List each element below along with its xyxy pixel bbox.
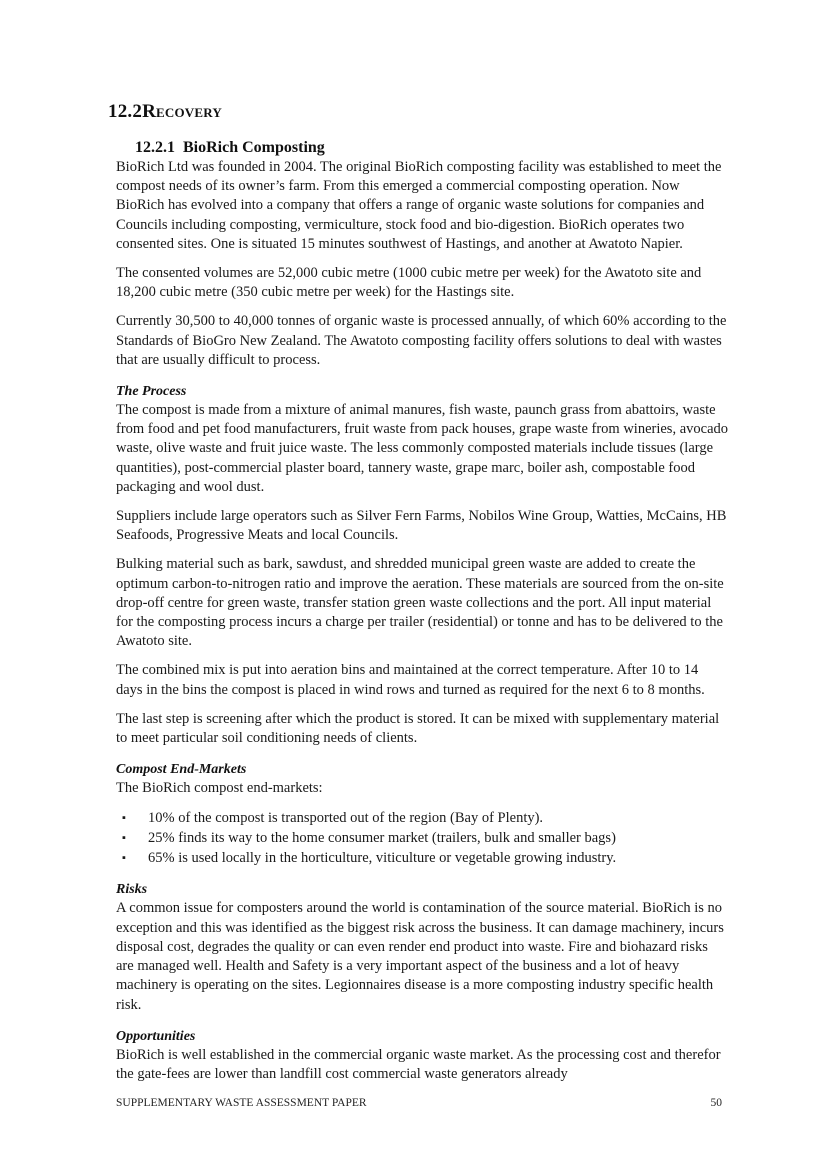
- list-item-text: 25% finds its way to the home consumer market (trailers, bulk and smaller bags): [148, 830, 616, 847]
- markets-list: [116, 808, 728, 868]
- process-paragraph-1: The compost is made from a mixture of animal manures, fish waste, paunch grass from abattoirs, waste from food and pet food manufacturers, fruit waste from pack houses, grape waste from wineries, avocado waste, olive waste and fruit juice waste. The less commonly composted materials include tissues (large quantities), post-commercial plaster board, tannery waste, grape marc, boiler ash, compostable food packaging and wool dust.: [116, 402, 729, 495]
- footer-title: SUPPLEMENTARY WASTE ASSESSMENT PAPER: [116, 1097, 367, 1109]
- body-column: [116, 138, 728, 1094]
- page-number: 50: [710, 1097, 722, 1109]
- section-heading: [108, 101, 222, 123]
- page-footer: [116, 1097, 722, 1109]
- process-paragraph-4: The combined mix is put into aeration bins and maintained at the correct temperature. After 10 to 14 days in the bins the compost is placed in wind rows and turned as required for the next 6 to 8 months.: [116, 662, 705, 698]
- subsection-number: 12.2.1: [135, 139, 175, 156]
- process-paragraph-5: The last step is screening after which the product is stored. It can be mixed with supplementary material to meet particular soil conditioning needs of clients.: [116, 710, 720, 747]
- subsection-title: BioRich Composting: [183, 139, 325, 156]
- opportunities-paragraph: BioRich is well established in the commercial organic waste market. As the processing cost and therefor the gate-fees are lower than landfill cost commercial waste generators already: [116, 1046, 721, 1082]
- section-number: 12.2: [108, 101, 143, 122]
- risks-paragraph: A common issue for composters around the world is contamination of the source material. BioRich is no exception and this was identified as the biggest risk across the business. It can damage machinery, incurs disposal cost, degrades the quality or can even render end product into waste. Fire and biohazard risks are managed well. Health and Safety is a very important aspect of the business and a lot of heavy machinery is operating on the sites. Legionnaires disease is a more composting industry specific health risk.: [116, 900, 724, 1013]
- intro-paragraph: BioRich Ltd was founded in 2004. The original BioRich composting facility was established to meet the compost needs of its owner’s farm. From this emerged a commercial composting operation. Now BioRich has evolved into a company that offers a range of organic waste solutions for companies and Councils including composting, vermiculture, stock food and bio-digestion. BioRich operates two consented sites. One is situated 15 minutes southwest of Hastings, and another at Awatoto Napier.: [116, 159, 722, 252]
- list-item-text: 10% of the compost is transported out of the region (Bay of Plenty).: [148, 810, 544, 827]
- process-paragraph-3: Bulking material such as bark, sawdust, and shredded municipal green waste are added to create the optimum carbon-to-nitrogen ratio and improve the aeration. These materials are sourced from the on-site drop-off centre for green waste, transfer station green waste collections and the port. All input material for the composting process incurs a charge per trailer (residential) or tonne and has to be delivered to the Awatoto site.: [116, 556, 724, 650]
- subsection-heading: [135, 138, 728, 158]
- opportunities-label: Opportunities: [116, 1028, 196, 1044]
- bullet-icon: ▪: [122, 812, 126, 825]
- markets-intro: The BioRich compost end-markets:: [116, 780, 323, 797]
- process-label: The Process: [116, 384, 187, 400]
- bullet-icon: ▪: [122, 852, 126, 865]
- risks-label: Risks: [116, 882, 148, 898]
- list-item-text: 65% is used locally in the horticulture, viticulture or vegetable growing industry.: [148, 850, 617, 867]
- bullet-icon: ▪: [122, 832, 126, 845]
- processed-paragraph: Currently 30,500 to 40,000 tonnes of organic waste is processed annually, of which 60% according to the Standards of BioGro New Zealand. The Awatoto composting facility offers solutions to deal with wastes that are usually difficult to process.: [116, 313, 727, 368]
- list-item: [116, 828, 728, 848]
- section-title: Recovery: [142, 101, 222, 122]
- volumes-paragraph: The consented volumes are 52,000 cubic metre (1000 cubic metre per week) for the Awatoto site and 18,200 cubic metre (350 cubic metre per week) for the Hastings site.: [116, 265, 702, 301]
- list-item: [116, 848, 728, 868]
- process-paragraph-2: Suppliers include large operators such as Silver Fern Farms, Nobilos Wine Group, Watties, McCains, HB Seafoods, Progressive Meats and local Councils.: [116, 508, 727, 544]
- markets-label: Compost End-Markets: [116, 762, 247, 778]
- list-item: [116, 808, 728, 828]
